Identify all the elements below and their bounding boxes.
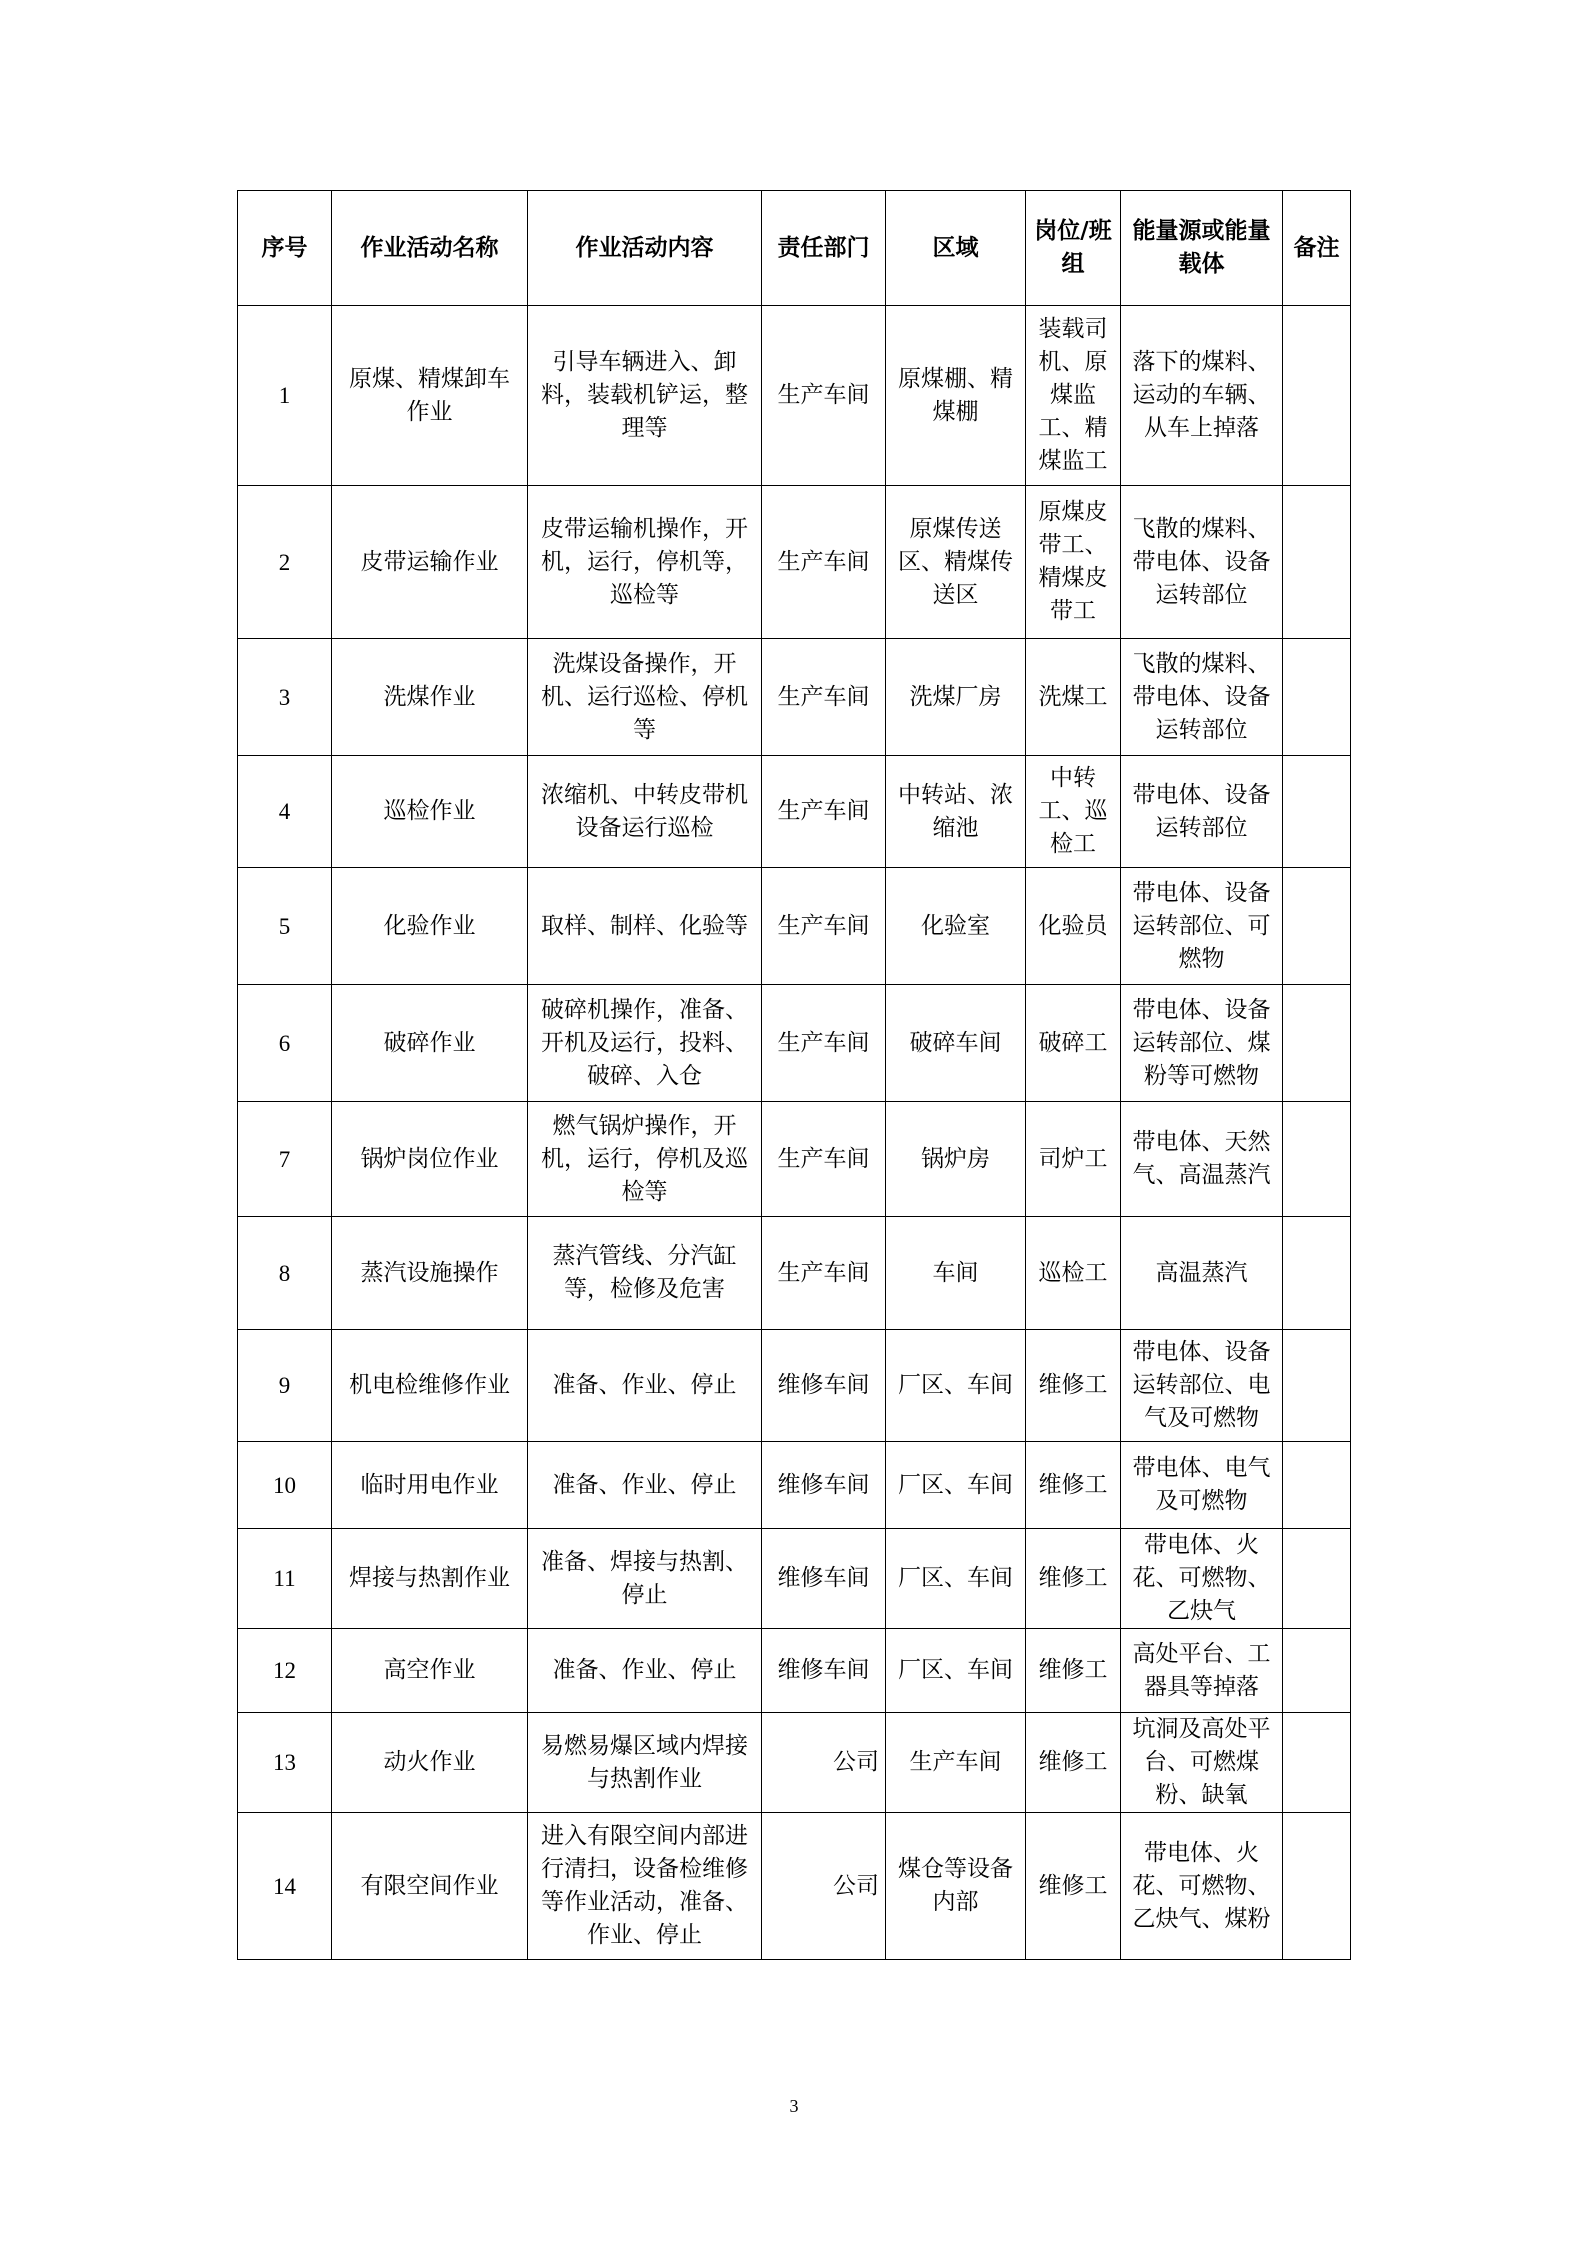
- cell-post: 中转工、巡检工: [1026, 756, 1121, 868]
- cell-area: 原煤传送区、精煤传送区: [886, 486, 1026, 639]
- cell-energy: 落下的煤料、运动的车辆、从车上掉落: [1121, 306, 1283, 486]
- cell-content: 蒸汽管线、分汽缸等，检修及危害: [528, 1217, 762, 1330]
- cell-dept: 维修车间: [762, 1442, 886, 1529]
- cell-area: 中转站、浓缩池: [886, 756, 1026, 868]
- cell-note: [1283, 1217, 1351, 1330]
- cell-note: [1283, 756, 1351, 868]
- cell-area: 厂区、车间: [886, 1529, 1026, 1629]
- table-row: [238, 1217, 1351, 1330]
- cell-content: 易燃易爆区域内焊接与热割作业: [528, 1713, 762, 1813]
- cell-no: 6: [238, 985, 332, 1102]
- cell-energy: 带电体、火花、可燃物、乙炔气: [1121, 1529, 1283, 1629]
- cell-area: 化验室: [886, 868, 1026, 985]
- cell-no: 10: [238, 1442, 332, 1529]
- cell-no: 8: [238, 1217, 332, 1330]
- cell-area: 破碎车间: [886, 985, 1026, 1102]
- cell-area: 洗煤厂房: [886, 639, 1026, 756]
- cell-name: 动火作业: [332, 1713, 528, 1813]
- cell-energy: 带电体、设备运转部位、电气及可燃物: [1121, 1330, 1283, 1442]
- cell-no: 2: [238, 486, 332, 639]
- activity-table: [237, 190, 1351, 1960]
- cell-energy: 带电体、设备运转部位、煤粉等可燃物: [1121, 985, 1283, 1102]
- cell-content: 准备、作业、停止: [528, 1629, 762, 1713]
- table-row: [238, 1713, 1351, 1813]
- cell-area: 厂区、车间: [886, 1442, 1026, 1529]
- cell-note: [1283, 306, 1351, 486]
- table-row: [238, 1813, 1351, 1960]
- header-energy: 能量源或能量载体: [1121, 191, 1283, 306]
- header-no: 序号: [238, 191, 332, 306]
- cell-area: 生产车间: [886, 1713, 1026, 1813]
- cell-name: 洗煤作业: [332, 639, 528, 756]
- cell-energy: 高温蒸汽: [1121, 1217, 1283, 1330]
- cell-name: 高空作业: [332, 1629, 528, 1713]
- cell-dept: 生产车间: [762, 1102, 886, 1217]
- cell-note: [1283, 1629, 1351, 1713]
- cell-name: 化验作业: [332, 868, 528, 985]
- cell-no: 12: [238, 1629, 332, 1713]
- cell-content: 浓缩机、中转皮带机设备运行巡检: [528, 756, 762, 868]
- cell-area: 厂区、车间: [886, 1330, 1026, 1442]
- cell-post: 破碎工: [1026, 985, 1121, 1102]
- cell-name: 原煤、精煤卸车作业: [332, 306, 528, 486]
- cell-content: 准备、焊接与热割、停止: [528, 1529, 762, 1629]
- header-department: 责任部门: [762, 191, 886, 306]
- cell-no: 14: [238, 1813, 332, 1960]
- cell-post: 维修工: [1026, 1813, 1121, 1960]
- cell-energy: 飞散的煤料、带电体、设备运转部位: [1121, 639, 1283, 756]
- cell-energy: 带电体、天然气、高温蒸汽: [1121, 1102, 1283, 1217]
- table-row: [238, 985, 1351, 1102]
- cell-no: 3: [238, 639, 332, 756]
- table-row: [238, 639, 1351, 756]
- header-note: 备注: [1283, 191, 1351, 306]
- cell-post: 维修工: [1026, 1629, 1121, 1713]
- cell-post: 化验员: [1026, 868, 1121, 985]
- cell-dept: 维修车间: [762, 1330, 886, 1442]
- cell-dept: 公司: [762, 1813, 886, 1960]
- cell-no: 5: [238, 868, 332, 985]
- table-row: [238, 486, 1351, 639]
- cell-dept: 生产车间: [762, 486, 886, 639]
- cell-post: 原煤皮带工、精煤皮带工: [1026, 486, 1121, 639]
- table-row: [238, 1442, 1351, 1529]
- header-row: [238, 191, 1351, 306]
- cell-dept: 维修车间: [762, 1629, 886, 1713]
- cell-no: 11: [238, 1529, 332, 1629]
- cell-content: 皮带运输机操作，开机，运行，停机等，巡检等: [528, 486, 762, 639]
- cell-note: [1283, 1102, 1351, 1217]
- cell-area: 车间: [886, 1217, 1026, 1330]
- cell-post: 司炉工: [1026, 1102, 1121, 1217]
- cell-note: [1283, 1813, 1351, 1960]
- cell-name: 机电检维修作业: [332, 1330, 528, 1442]
- cell-no: 13: [238, 1713, 332, 1813]
- cell-content: 准备、作业、停止: [528, 1330, 762, 1442]
- cell-note: [1283, 1713, 1351, 1813]
- cell-no: 9: [238, 1330, 332, 1442]
- cell-note: [1283, 639, 1351, 756]
- cell-dept: 生产车间: [762, 306, 886, 486]
- cell-post: 装载司机、原煤监工、精煤监工: [1026, 306, 1121, 486]
- table-row: [238, 1102, 1351, 1217]
- cell-dept: 生产车间: [762, 868, 886, 985]
- cell-dept: 生产车间: [762, 1217, 886, 1330]
- table-row: [238, 1529, 1351, 1629]
- cell-post: 维修工: [1026, 1442, 1121, 1529]
- cell-name: 巡检作业: [332, 756, 528, 868]
- cell-content: 燃气锅炉操作，开机，运行，停机及巡检等: [528, 1102, 762, 1217]
- header-activity-content: 作业活动内容: [528, 191, 762, 306]
- cell-content: 破碎机操作，准备、开机及运行，投料、破碎、入仓: [528, 985, 762, 1102]
- cell-content: 洗煤设备操作，开机、运行巡检、停机等: [528, 639, 762, 756]
- cell-area: 原煤棚、精煤棚: [886, 306, 1026, 486]
- cell-dept: 维修车间: [762, 1529, 886, 1629]
- header-post: 岗位/班组: [1026, 191, 1121, 306]
- cell-name: 锅炉岗位作业: [332, 1102, 528, 1217]
- cell-note: [1283, 1529, 1351, 1629]
- cell-area: 煤仓等设备内部: [886, 1813, 1026, 1960]
- cell-post: 维修工: [1026, 1529, 1121, 1629]
- cell-note: [1283, 985, 1351, 1102]
- cell-dept: 生产车间: [762, 756, 886, 868]
- table-row: [238, 868, 1351, 985]
- table-row: [238, 756, 1351, 868]
- page-number: 3: [789, 2096, 799, 2116]
- cell-content: 取样、制样、化验等: [528, 868, 762, 985]
- cell-note: [1283, 486, 1351, 639]
- cell-content: 准备、作业、停止: [528, 1442, 762, 1529]
- cell-post: 巡检工: [1026, 1217, 1121, 1330]
- table-row: [238, 1629, 1351, 1713]
- cell-name: 临时用电作业: [332, 1442, 528, 1529]
- cell-no: 1: [238, 306, 332, 486]
- cell-post: 维修工: [1026, 1330, 1121, 1442]
- table-row: [238, 306, 1351, 486]
- cell-no: 4: [238, 756, 332, 868]
- table-body: [238, 306, 1351, 1960]
- cell-energy: 带电体、设备运转部位、可燃物: [1121, 868, 1283, 985]
- cell-energy: 带电体、设备运转部位: [1121, 756, 1283, 868]
- header-area: 区域: [886, 191, 1026, 306]
- cell-post: 洗煤工: [1026, 639, 1121, 756]
- cell-energy: 坑洞及高处平台、可燃煤粉、缺氧: [1121, 1713, 1283, 1813]
- cell-name: 蒸汽设施操作: [332, 1217, 528, 1330]
- cell-note: [1283, 1442, 1351, 1529]
- cell-area: 锅炉房: [886, 1102, 1026, 1217]
- cell-name: 有限空间作业: [332, 1813, 528, 1960]
- cell-energy: 飞散的煤料、带电体、设备运转部位: [1121, 486, 1283, 639]
- cell-dept: 生产车间: [762, 985, 886, 1102]
- cell-energy: 高处平台、工器具等掉落: [1121, 1629, 1283, 1713]
- cell-name: 皮带运输作业: [332, 486, 528, 639]
- cell-note: [1283, 1330, 1351, 1442]
- cell-post: 维修工: [1026, 1713, 1121, 1813]
- cell-note: [1283, 868, 1351, 985]
- cell-name: 焊接与热割作业: [332, 1529, 528, 1629]
- header-activity-name: 作业活动名称: [332, 191, 528, 306]
- cell-energy: 带电体、火花、可燃物、乙炔气、煤粉: [1121, 1813, 1283, 1960]
- cell-dept: 生产车间: [762, 639, 886, 756]
- table-row: [238, 1330, 1351, 1442]
- cell-no: 7: [238, 1102, 332, 1217]
- cell-area: 厂区、车间: [886, 1629, 1026, 1713]
- cell-dept: 公司: [762, 1713, 886, 1813]
- cell-content: 引导车辆进入、卸料，装载机铲运，整理等: [528, 306, 762, 486]
- cell-name: 破碎作业: [332, 985, 528, 1102]
- cell-energy: 带电体、电气及可燃物: [1121, 1442, 1283, 1529]
- cell-content: 进入有限空间内部进行清扫，设备检维修等作业活动，准备、作业、停止: [528, 1813, 762, 1960]
